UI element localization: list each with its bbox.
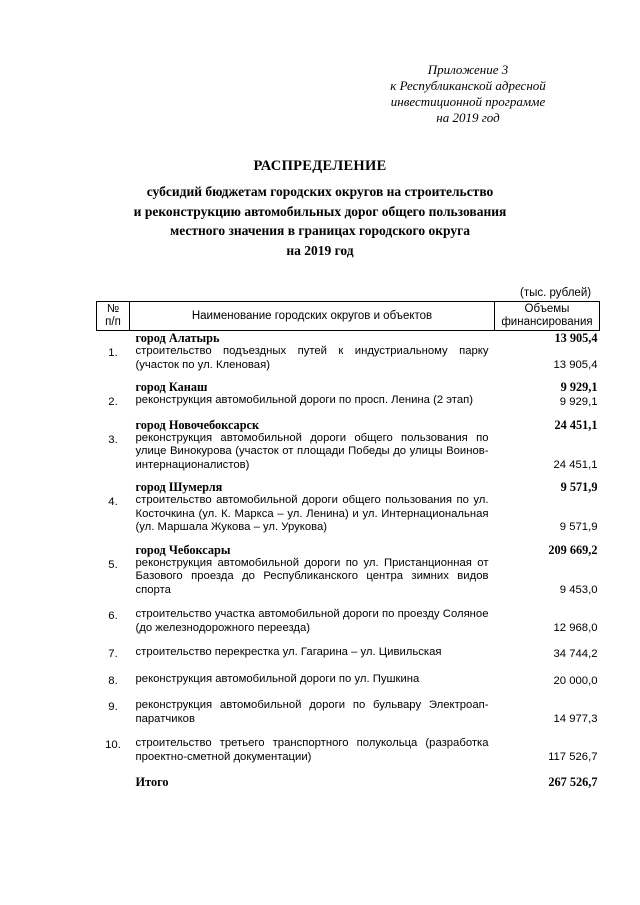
table-row bbox=[97, 557, 600, 598]
city-name: город Шумерля bbox=[135, 480, 223, 494]
header-amount-line: финансирования bbox=[501, 316, 593, 328]
appendix-line: инвестиционной программе bbox=[390, 94, 546, 109]
appendix-line: Приложение 3 bbox=[427, 62, 509, 77]
object-name: реконструкция автомобильной дороги общего пользования по улице Винокурова (участок от площади Победы до улицы Воинов-интернационалистов) bbox=[135, 431, 489, 471]
row-num bbox=[97, 380, 130, 394]
table-row bbox=[97, 737, 600, 764]
row-num: 5. bbox=[108, 558, 118, 571]
row-num: 3. bbox=[108, 433, 118, 446]
object-amount: 20 000,0 bbox=[553, 674, 598, 687]
row-num bbox=[97, 331, 130, 346]
spacer-row bbox=[97, 535, 600, 543]
object-name: строительство перекрестка ул. Гагарина – ул. Цивильская bbox=[135, 646, 442, 658]
city-row bbox=[97, 380, 600, 394]
spacer-row bbox=[97, 410, 600, 418]
row-num: 8. bbox=[108, 674, 118, 687]
spacer-row bbox=[97, 662, 600, 673]
header-amount-line: Объемы bbox=[524, 303, 570, 315]
city-amount: 209 669,2 bbox=[548, 542, 598, 557]
spacer-cell bbox=[97, 726, 600, 737]
object-amount: 14 977,3 bbox=[553, 712, 598, 725]
title-line: на 2019 год bbox=[286, 242, 354, 258]
object-name: строительство автомобильной дороги общего пользования по ул. Косточкина (ул. К. Маркса – ул. Ленина) и ул. Интернациональная (ул. Маршала Жукова – ул. Урукова) bbox=[135, 494, 489, 533]
spacer-cell bbox=[97, 535, 600, 543]
city-name: город Канаш bbox=[135, 380, 208, 394]
row-num bbox=[97, 418, 130, 432]
title-line: местного значения в границах городского округа bbox=[170, 223, 470, 238]
city-amount: 9 571,9 bbox=[560, 480, 598, 494]
table-row bbox=[97, 394, 600, 410]
city-row bbox=[97, 418, 600, 432]
city-amount: 24 451,1 bbox=[554, 417, 598, 432]
table-row bbox=[97, 673, 600, 689]
header-num-line: № bbox=[106, 303, 120, 315]
city-row bbox=[97, 331, 600, 346]
table-row bbox=[97, 608, 600, 635]
header-amount bbox=[495, 302, 600, 331]
spacer-row bbox=[97, 635, 600, 646]
total-row bbox=[97, 764, 600, 790]
object-name: реконструкция автомобильной дороги по бульвару Электроаппаратчиков bbox=[135, 699, 489, 725]
object-name: строительство третьего транспортного полукольца (разработка проектно-сметной документации) bbox=[135, 737, 489, 763]
spacer-cell bbox=[97, 597, 600, 608]
object-amount: 34 744,2 bbox=[553, 648, 598, 660]
row-num: 9. bbox=[108, 701, 118, 713]
spacer-row bbox=[97, 372, 600, 380]
object-amount: 12 968,0 bbox=[553, 621, 598, 634]
table-row bbox=[97, 646, 600, 662]
spacer-row bbox=[97, 597, 600, 608]
header-num bbox=[97, 302, 130, 331]
row-num bbox=[97, 480, 130, 494]
table-row bbox=[97, 699, 600, 726]
object-name: реконструкция автомобильной дороги по ул. Пристанционная от Базового проезда до Республиканского центра зимних видов спорта bbox=[135, 556, 489, 596]
total-num bbox=[97, 764, 130, 790]
table-row bbox=[97, 432, 600, 473]
row-num: 1. bbox=[108, 347, 118, 359]
row-num: 2. bbox=[108, 396, 118, 408]
city-amount: 9 929,1 bbox=[560, 380, 598, 394]
appendix-line: к Республиканской адресной bbox=[390, 78, 546, 93]
spacer-cell bbox=[97, 410, 600, 418]
header-num-line: п/п bbox=[105, 316, 121, 328]
row-num: 7. bbox=[108, 648, 118, 660]
object-name: реконструкция автомобильной дороги по просп. Ленина (2 этап) bbox=[135, 394, 473, 406]
city-row bbox=[97, 480, 600, 494]
spacer-row bbox=[97, 688, 600, 699]
city-amount: 13 905,4 bbox=[554, 331, 598, 345]
city-name: город Чебоксары bbox=[135, 542, 231, 557]
object-name: реконструкция автомобильной дороги по ул. Пушкина bbox=[135, 672, 420, 685]
title-line: субсидий бюджетам городских округов на строительство bbox=[146, 184, 494, 199]
header-name: Наименование городских округов и объектов bbox=[130, 302, 495, 331]
object-amount: 13 905,4 bbox=[553, 358, 598, 371]
object-amount: 117 526,7 bbox=[548, 750, 598, 763]
title-heading: РАСПРЕДЕЛЕНИЕ bbox=[253, 158, 387, 174]
city-row bbox=[97, 543, 600, 557]
city-name: город Алатырь bbox=[135, 331, 220, 345]
units-label: (тыс. рублей) bbox=[520, 287, 592, 299]
object-amount: 24 451,1 bbox=[553, 458, 598, 471]
appendix-line: на 2019 год bbox=[436, 110, 500, 125]
object-amount: 9 453,0 bbox=[559, 583, 598, 596]
spacer-cell bbox=[97, 372, 600, 380]
document-title bbox=[0, 157, 640, 260]
spacer-cell bbox=[97, 635, 600, 646]
total-label: Итого bbox=[135, 775, 169, 789]
table-header-row bbox=[97, 302, 600, 331]
spacer-cell bbox=[97, 688, 600, 699]
title-line: и реконструкцию автомобильных дорог общего пользования bbox=[133, 203, 507, 219]
row-num bbox=[97, 543, 130, 557]
city-name: город Новочебоксарск bbox=[135, 417, 260, 432]
object-amount: 9 929,1 bbox=[559, 396, 598, 408]
object-name: строительство участка автомобильной дороги по проезду Соляное (до железнодорожного переезда) bbox=[135, 608, 489, 634]
total-amount: 267 526,7 bbox=[548, 775, 598, 789]
row-num: 4. bbox=[108, 496, 118, 508]
row-num: 6. bbox=[108, 610, 118, 622]
spacer-cell bbox=[97, 662, 600, 673]
subsidy-table bbox=[96, 301, 600, 790]
row-num: 10. bbox=[105, 739, 121, 751]
spacer-cell bbox=[97, 472, 600, 480]
table-row bbox=[97, 494, 600, 535]
spacer-row bbox=[97, 472, 600, 480]
spacer-row bbox=[97, 726, 600, 737]
table-row bbox=[97, 345, 600, 372]
object-amount: 9 571,9 bbox=[559, 521, 598, 533]
table-body bbox=[97, 331, 600, 790]
object-name: строительство подъездных путей к индустриальному парку (участок по ул. Кленовая) bbox=[135, 345, 489, 371]
appendix-note bbox=[353, 62, 583, 126]
